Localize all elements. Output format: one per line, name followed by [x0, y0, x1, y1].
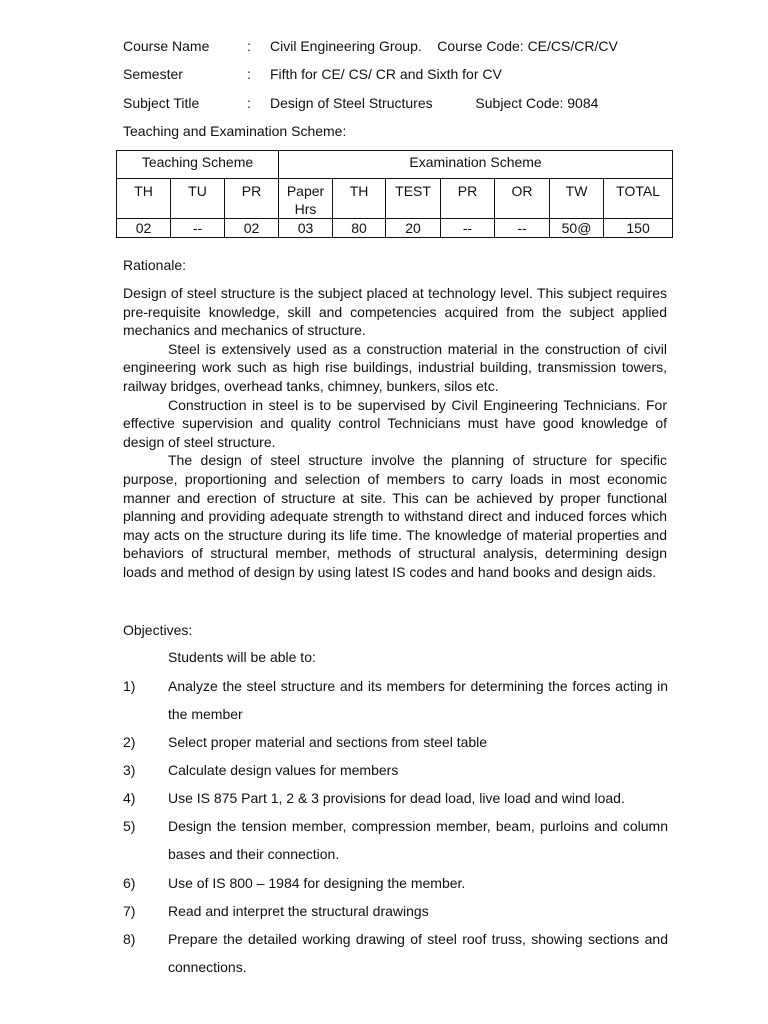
column-header: Paper Hrs: [279, 179, 333, 219]
item-text: Calculate design values for members: [168, 762, 399, 778]
rationale-paragraph: Construction in steel is to be supervised by Civil Engineering Technicians. For effective supervision and quality control Technicians must have good knowledge of design of steel structure.: [123, 396, 667, 450]
item-number: 6): [123, 875, 136, 891]
item-text: Use of IS 800 – 1984 for designing the member.: [168, 875, 466, 891]
table-cell: 20: [386, 219, 441, 238]
column-header: TH: [333, 179, 386, 219]
objectives-intro: Students will be able to:: [168, 649, 316, 665]
column-header: TW: [550, 179, 604, 219]
item-text: Read and interpret the structural drawings: [168, 903, 429, 919]
item-number: 8): [123, 931, 136, 947]
rationale-paragraph: Steel is extensively used as a construction material in the construction of civil engineering work such as high rise buildings, industrial building, transmission towers, railway bridges, overhead tanks, chimney, bunkers, silos etc.: [123, 340, 667, 394]
course-name-label: Course Name: [123, 38, 210, 54]
subject-title-value: Design of Steel Structures Subject Code: 9084: [270, 95, 599, 111]
table-cell: --: [495, 219, 550, 238]
examination-scheme-header: Examination Scheme: [279, 151, 673, 179]
scheme-values-row: [117, 219, 673, 238]
scheme-table: [116, 150, 673, 238]
table-cell: 02: [117, 219, 171, 238]
semester-value: Fifth for CE/ CS/ CR and Sixth for CV: [270, 66, 502, 82]
item-number: 5): [123, 818, 136, 834]
scheme-header-row: [117, 151, 673, 179]
rationale-paragraph: Design of steel structure is the subject placed at technology level. This subject requires pre-requisite knowledge, skill and competencies acquired from the subject applied mechanics and mechanics of structure.: [123, 285, 667, 339]
item-number: 2): [123, 734, 136, 750]
item-text: Prepare the detailed working drawing of steel roof truss, showing sections and connections.: [168, 931, 668, 975]
item-number: 3): [123, 762, 136, 778]
scheme-columns-row: [117, 179, 673, 219]
semester-label: Semester: [123, 66, 183, 82]
course-name-value: Civil Engineering Group. Course Code: CE/CS/CR/CV: [270, 38, 618, 54]
item-number: 1): [123, 678, 136, 694]
table-cell: 80: [333, 219, 386, 238]
item-number: 4): [123, 790, 136, 806]
item-text: Select proper material and sections from steel table: [168, 734, 488, 750]
table-cell: 50@: [550, 219, 604, 238]
column-header: OR: [495, 179, 550, 219]
table-cell: 02: [225, 219, 279, 238]
objectives-heading: Objectives:: [123, 622, 193, 638]
colon: :: [247, 95, 251, 111]
rationale-body: [123, 284, 667, 582]
teaching-scheme-header: Teaching Scheme: [117, 151, 279, 179]
column-header: PR: [225, 179, 279, 219]
item-text: Use IS 875 Part 1, 2 & 3 provisions for dead load, live load and wind load.: [168, 790, 625, 806]
column-header: TEST: [386, 179, 441, 219]
scheme-heading: Teaching and Examination Scheme:: [123, 123, 347, 139]
colon: :: [247, 38, 251, 54]
table-cell: 03: [279, 219, 333, 238]
column-header: PR: [441, 179, 495, 219]
table-cell: --: [441, 219, 495, 238]
column-header: TU: [171, 179, 225, 219]
colon: :: [247, 66, 251, 82]
table-cell: --: [171, 219, 225, 238]
subject-title-label: Subject Title: [123, 95, 200, 111]
column-header: TH: [117, 179, 171, 219]
item-text: Design the tension member, compression member, beam, purloins and column bases and their connection.: [168, 818, 668, 862]
table-cell: 150: [604, 219, 673, 238]
rationale-paragraph: The design of steel structure involve the planning of structure for specific purpose, proportioning and selection of members to carry loads in most economic manner and erection of structure at site. This can be achieved by proper functional planning and providing adequate strength to withstand direct and induced forces which may acts on the structure during its life time. The knowledge of material properties and behaviors of structural member, methods of structural analysis, determining design loads and method of design by using latest IS codes and hand books and design aids.: [123, 452, 667, 580]
rationale-heading: Rationale:: [123, 257, 187, 273]
item-text: Analyze the steel structure and its members for determining the forces acting in the member: [168, 678, 668, 722]
column-header: TOTAL: [604, 179, 673, 219]
item-number: 7): [123, 903, 136, 919]
